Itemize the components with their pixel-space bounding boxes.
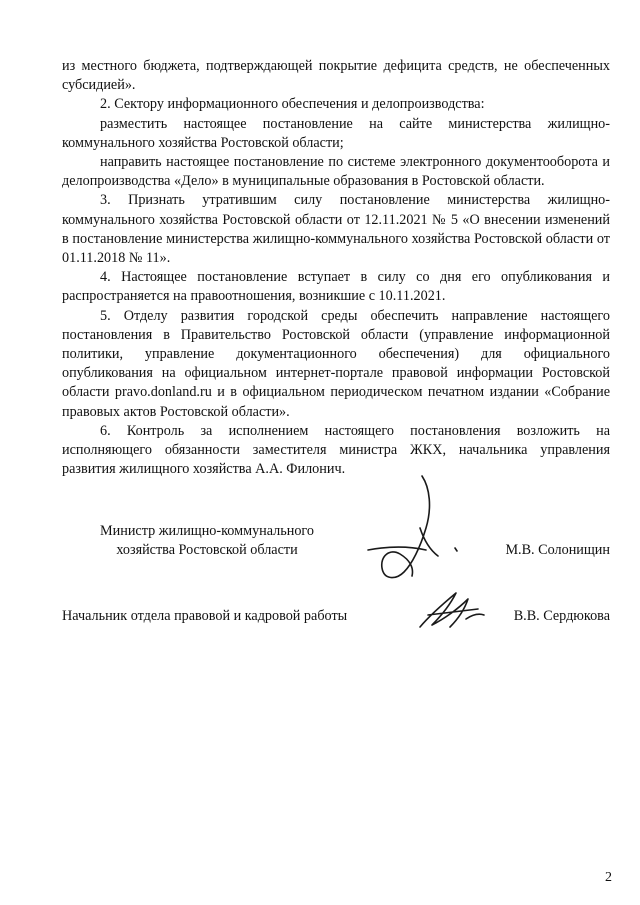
paragraph-item-2-publish-site: разместить настоящее постановление на сайте министерства жилищно-коммунального хозяйства Ростовской области;: [62, 115, 610, 151]
document-body: [62, 57, 610, 479]
legal-head-signature-image: [410, 585, 490, 635]
minister-title: [62, 522, 352, 560]
paragraph-item-5: 5. Отделу развития городской среды обеспечить направление настоящего постановления в Правительство Ростовской области (управление информационной политики, управление документационного обеспечения) для официального опубликования на официальном интернет-портале правовой информации Ростовской области pravo.donland.ru и в официальном периодическом печатном издании «Собрание правовых актов Ростовской области».: [62, 307, 610, 420]
minister-title-line-2: хозяйства Ростовской области: [116, 542, 298, 559]
legal-head-title: Начальник отдела правовой и кадровой работы: [62, 608, 348, 624]
paragraph-item-2-send-edms: направить настоящее постановление по системе электронного документооборота и делопроизводства «Дело» в муниципальные образования в Ростовской области.: [62, 154, 610, 190]
minister-title-line-1: Министр жилищно-коммунального: [100, 523, 314, 539]
minister-signature-image: [360, 468, 480, 593]
paragraph-continuation: из местного бюджета, подтверждающей покрытие дефицита средств, не обеспеченных субсидией».: [62, 58, 610, 94]
legal-head-name: В.В. Сердюкова: [513, 608, 610, 624]
page-number: 2: [605, 870, 612, 885]
paragraph-item-3: 3. Признать утратившим силу постановление министерства жилищно-коммунального хозяйства Ростовской области от 12.11.2021 № 5 «О внесении изменений в постановление министерства жилищно-коммунального хозяйства Ростовской области от 01.11.2018 № 11».: [62, 192, 610, 267]
minister-name: М.В. Солонищин: [505, 542, 610, 558]
paragraph-item-6: 6. Контроль за исполнением настоящего постановления возложить на исполняющего обязанности заместителя министра ЖКХ, начальника управления развития жилищного хозяйства А.А. Филонич.: [62, 422, 610, 478]
paragraph-item-2: 2. Сектору информационного обеспечения и делопроизводства:: [100, 96, 485, 113]
paragraph-item-4: 4. Настоящее постановление вступает в силу со дня его опубликования и распространяется на правоотношения, возникшие с 10.11.2021.: [62, 269, 610, 305]
